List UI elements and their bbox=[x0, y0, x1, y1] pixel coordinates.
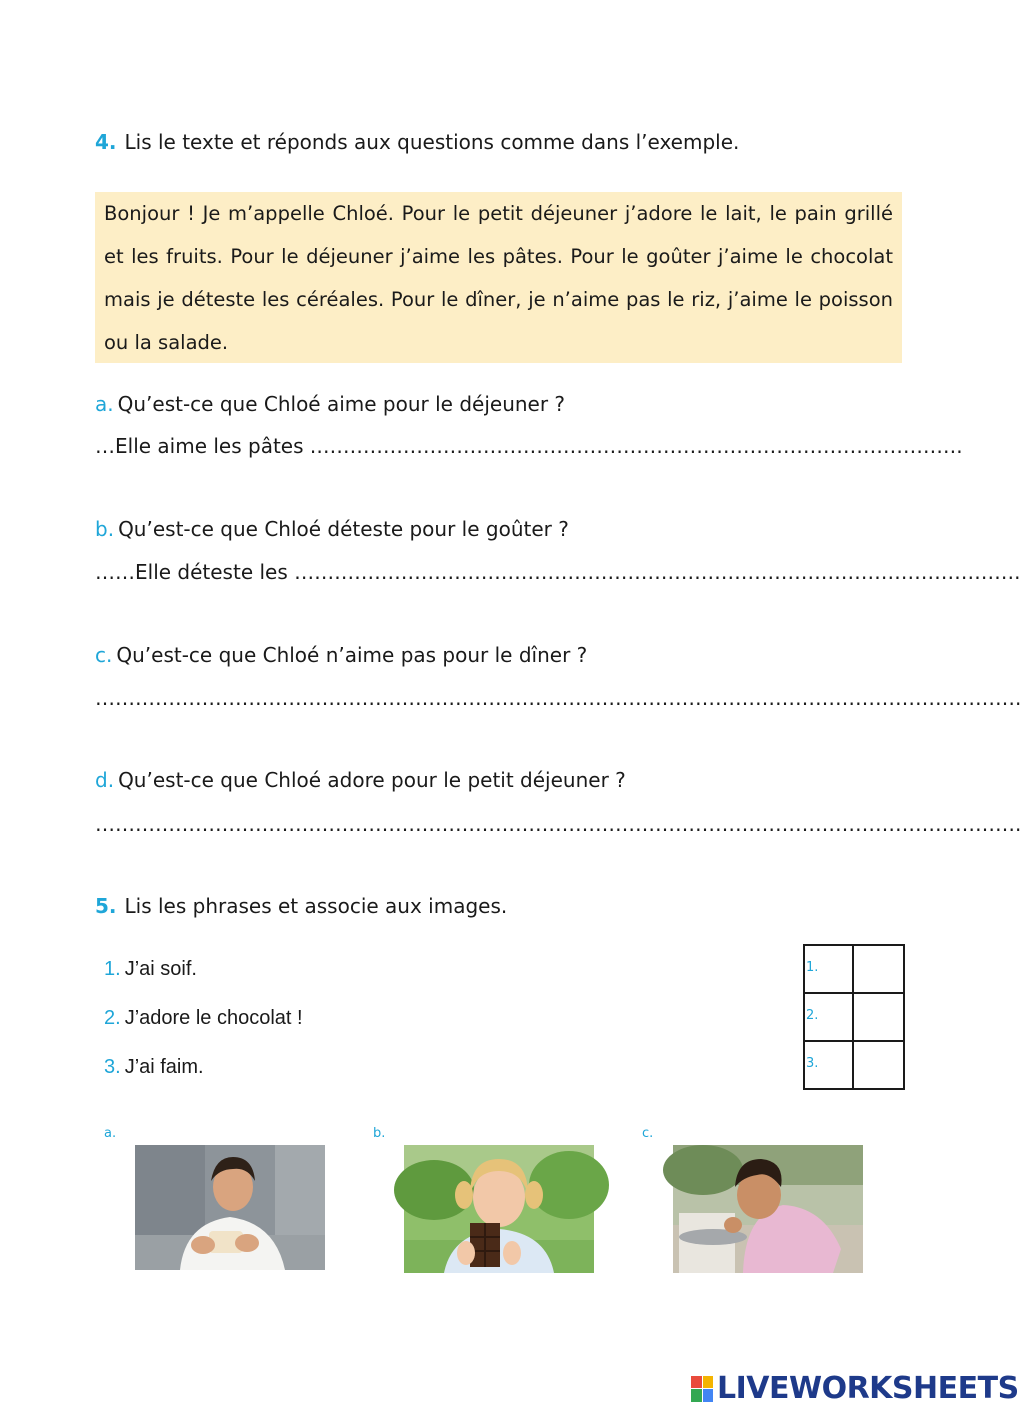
matching-table bbox=[803, 944, 905, 1090]
exercise-instruction: Lis les phrases et associe aux images. bbox=[124, 894, 508, 918]
table-label: 1. bbox=[804, 945, 853, 993]
question-b bbox=[95, 517, 569, 541]
photo-drawing bbox=[673, 1145, 863, 1273]
girl-eating-chocolate-photo bbox=[404, 1145, 594, 1273]
photo-drawing bbox=[135, 1145, 325, 1270]
question-letter: b. bbox=[95, 517, 115, 541]
exercise-instruction: Lis le texte et réponds aux questions comme dans l’exemple. bbox=[124, 130, 740, 154]
answer-cell-1[interactable] bbox=[853, 945, 904, 993]
answer-field-a[interactable]: …Elle aime les pâtes .……………………………………………………………………………………. bbox=[95, 434, 963, 458]
sentence-2 bbox=[104, 1007, 303, 1030]
exercise-4-heading bbox=[95, 130, 739, 154]
question-letter: a. bbox=[95, 392, 114, 416]
answer-field-d[interactable]: …………………………………………………………………………………………………………………………. bbox=[95, 812, 1021, 836]
sentence-3 bbox=[104, 1056, 204, 1079]
question-text: Qu’est-ce que Chloé adore pour le petit déjeuner ? bbox=[118, 768, 626, 792]
table-row bbox=[804, 993, 904, 1041]
exercise-number: 4. bbox=[95, 130, 117, 154]
boy-drinking-fountain-photo bbox=[673, 1145, 863, 1273]
table-row bbox=[804, 1041, 904, 1089]
sentence-text: J’adore le chocolat ! bbox=[124, 1007, 303, 1029]
liveworksheets-brand bbox=[691, 1371, 1019, 1406]
image-label-a: a. bbox=[104, 1126, 117, 1141]
reading-passage-box bbox=[95, 192, 902, 363]
answer-field-b[interactable]: ……Elle déteste les ………………………………………………………………………………………………. bbox=[95, 560, 1021, 584]
boy-eating-sandwich-photo bbox=[135, 1145, 325, 1270]
sentence-text: J’ai faim. bbox=[124, 1056, 204, 1078]
question-text: Qu’est-ce que Chloé n’aime pas pour le dîner ? bbox=[116, 643, 588, 667]
sentence-number: 2. bbox=[104, 1007, 121, 1029]
image-label-b: b. bbox=[373, 1126, 386, 1141]
answer-cell-3[interactable] bbox=[853, 1041, 904, 1089]
brand-name: LIVEWORKSHEETS bbox=[717, 1371, 1019, 1406]
answer-field-c[interactable]: …………………………………………………………………………………………………………………………. bbox=[95, 686, 1021, 710]
question-text: Qu’est-ce que Chloé déteste pour le goûter ? bbox=[118, 517, 569, 541]
exercise-number: 5. bbox=[95, 894, 117, 918]
question-letter: c. bbox=[95, 643, 113, 667]
sentence-number: 1. bbox=[104, 958, 121, 980]
image-label-c: c. bbox=[642, 1126, 654, 1141]
table-row bbox=[804, 945, 904, 993]
question-c bbox=[95, 643, 587, 667]
question-letter: d. bbox=[95, 768, 115, 792]
reading-passage-text: Bonjour ! Je m’appelle Chloé. Pour le petit déjeuner j’adore le lait, le pain grillé et les fruits. Pour le déjeuner j’aime les pâtes. Pour le goûter j’aime le chocolat mais je déteste les céréales. Pour le dîner, je n’aime pas le riz, j’aime le poisson ou la salade. bbox=[104, 202, 893, 354]
exercise-5-heading bbox=[95, 894, 507, 918]
answer-cell-2[interactable] bbox=[853, 993, 904, 1041]
question-a bbox=[95, 392, 565, 416]
sentence-1 bbox=[104, 958, 197, 981]
table-label: 2. bbox=[804, 993, 853, 1041]
sentence-number: 3. bbox=[104, 1056, 121, 1078]
liveworksheets-logo-icon bbox=[691, 1376, 713, 1402]
question-text: Qu’est-ce que Chloé aime pour le déjeuner ? bbox=[117, 392, 566, 416]
table-label: 3. bbox=[804, 1041, 853, 1089]
sentence-text: J’ai soif. bbox=[124, 958, 197, 980]
photo-drawing bbox=[404, 1145, 594, 1273]
question-d bbox=[95, 768, 626, 792]
